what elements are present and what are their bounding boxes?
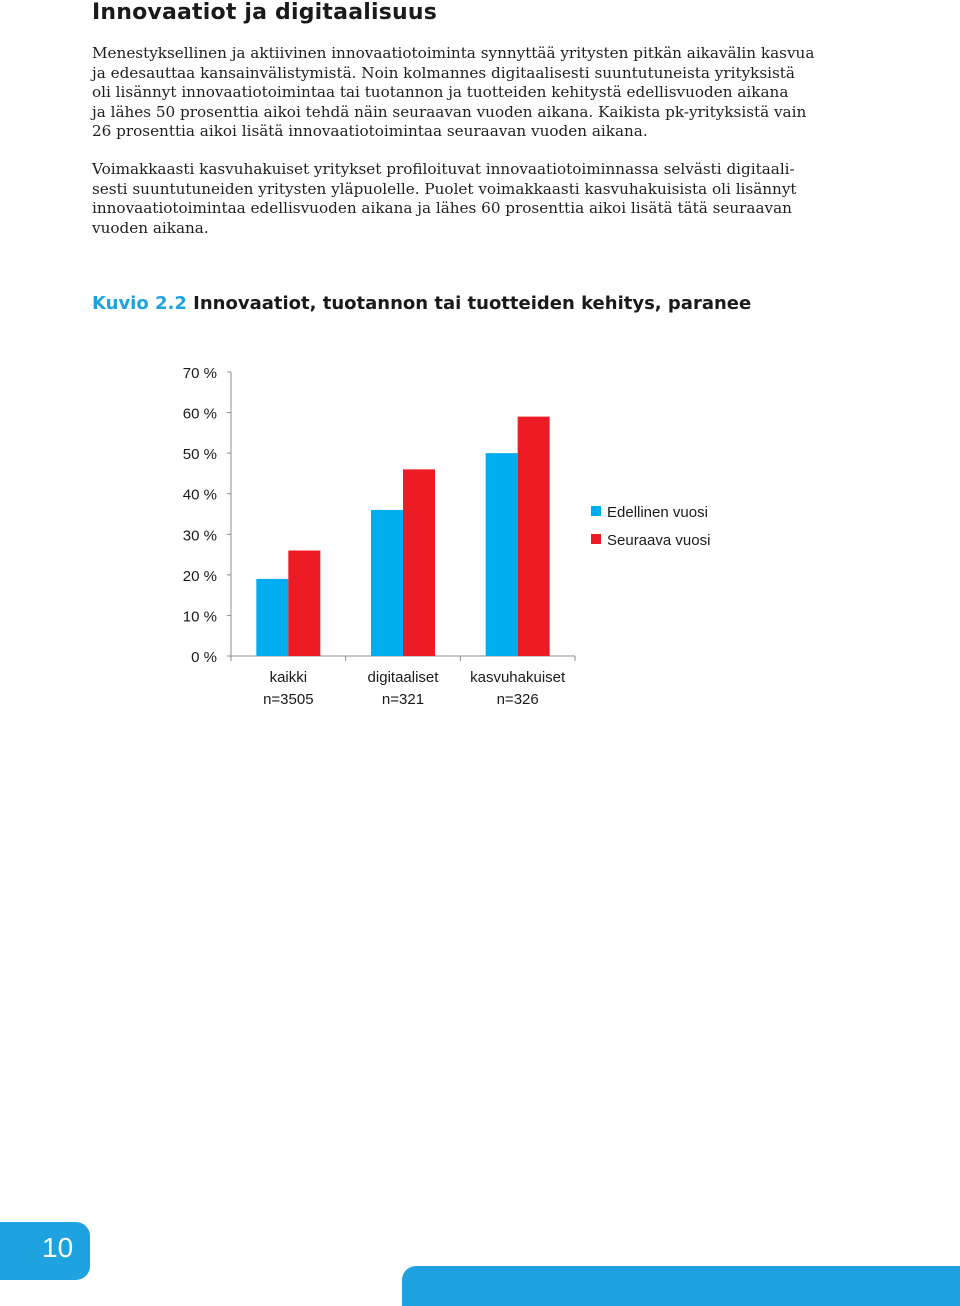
- x-tick-label: kasvuhakuiset: [470, 669, 566, 686]
- figure-caption: Innovaatiot, tuotannon tai tuotteiden kehitys, paranee: [193, 293, 752, 314]
- x-tick-label: kaikki: [269, 669, 308, 686]
- page-number: 10: [42, 1232, 74, 1263]
- paragraph-line: vuoden aikana.: [92, 218, 209, 237]
- paragraph-line: oli lisännyt innovaatiotoimintaa tai tuotannon ja tuotteiden kehitystä edellisvuoden aikana: [92, 83, 789, 101]
- legend-label: Edellinen vuosi: [607, 504, 708, 521]
- figure-label: Kuvio 2.2: [92, 293, 187, 314]
- y-tick-label: 10 %: [182, 608, 217, 626]
- paragraph-line: ja edesauttaa kansainvälistymistä. Noin kolmannes digitaalisesti suuntutuneista yrityksistä: [92, 63, 795, 82]
- bar: [518, 417, 550, 656]
- y-tick-label: 30 %: [182, 527, 217, 545]
- paragraph-line: innovaatiotoimintaa edellisvuoden aikana ja lähes 60 prosenttia aikoi lisätä tätä seuraavan: [92, 199, 792, 217]
- y-tick-label: 40 %: [182, 486, 217, 504]
- paragraph-line: 26 prosenttia aikoi lisätä innovaatiotoimintaa seuraavan vuoden aikana.: [92, 122, 648, 140]
- paragraph-line: Voimakkaasti kasvuhakuiset yritykset profiloituvat innovaatiotoiminnassa selvästi digitaali-: [92, 160, 795, 178]
- x-tick-label: n=321: [381, 691, 425, 708]
- footer-bar: [402, 1266, 960, 1306]
- bar: [486, 453, 518, 656]
- x-tick-label: n=326: [496, 691, 539, 708]
- x-tick-label: n=3505: [263, 691, 314, 708]
- paragraph-line: sesti suuntutuneiden yritysten yläpuolelle. Puolet voimakkaasti kasvuhakuisista oli lisännyt: [92, 179, 797, 198]
- paragraph-line: ja lähes 50 prosenttia aikoi tehdä näin seuraavan vuoden aikana. Kaikista pk-yrityksistä vain: [92, 102, 807, 121]
- legend-label: Seuraava vuosi: [607, 532, 711, 549]
- y-tick-label: 70 %: [182, 365, 217, 382]
- y-tick-label: 0 %: [191, 649, 217, 666]
- y-tick-label: 60 %: [182, 405, 217, 423]
- bar: [403, 469, 435, 656]
- y-tick-label: 20 %: [182, 567, 217, 585]
- bar: [288, 551, 320, 656]
- paragraph-line: Menestyksellinen ja aktiivinen innovaatiotoiminta synnyttää yritysten pitkän aikavälin kasvua: [92, 44, 815, 62]
- legend-swatch: [591, 534, 601, 544]
- bar: [256, 579, 288, 656]
- bar: [371, 510, 403, 656]
- y-tick-label: 50 %: [182, 446, 217, 464]
- section-heading: Innovaatiot ja digitaalisuus: [92, 0, 438, 25]
- x-tick-label: digitaaliset: [367, 669, 439, 686]
- legend-swatch: [591, 506, 601, 516]
